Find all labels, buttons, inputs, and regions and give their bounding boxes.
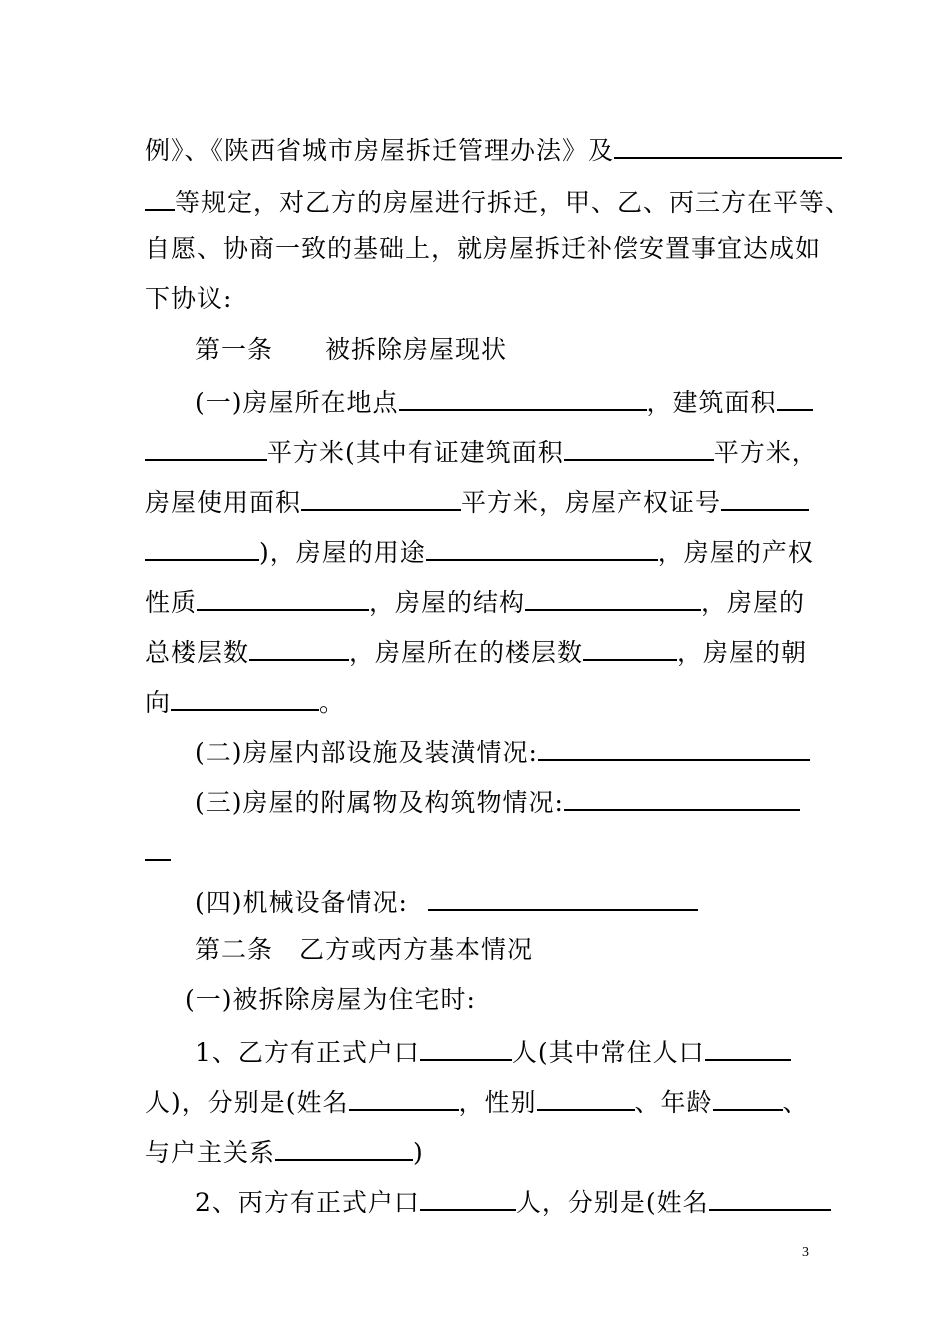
blank-line (426, 533, 658, 561)
text-segment: (一)被拆除房屋为住宅时: (185, 985, 476, 1014)
blank-line (525, 583, 701, 611)
article-title: 乙方或丙方基本情况 (299, 935, 534, 964)
text-segment: 人)，分别是(姓名 (145, 1088, 349, 1117)
text-line-8 (145, 483, 809, 517)
text-segment: ，房屋的产权 (657, 538, 814, 567)
text-segment: ，房屋的 (701, 588, 806, 617)
blank-line (428, 883, 698, 911)
article-1-heading (195, 333, 507, 367)
blank-line (777, 383, 813, 411)
blank-line (564, 783, 800, 811)
text-segment: ，房屋的结构 (369, 588, 526, 617)
text-segment: 。 (319, 688, 346, 717)
text-segment: 向 (145, 688, 172, 717)
blank-line (537, 1083, 635, 1111)
text-segment: 平方米， (713, 438, 818, 467)
blank-line (275, 1133, 413, 1161)
text-segment: 平方米(其中有证建筑面积 (267, 438, 564, 467)
text-segment: 总楼层数 (145, 638, 250, 667)
blank-line (145, 433, 267, 461)
blank-line (249, 633, 349, 661)
text-line-15 (145, 833, 171, 867)
text-line-20 (145, 1083, 809, 1117)
text-segment: (四)机械设备情况: (195, 888, 408, 917)
page-number: 3 (802, 1245, 809, 1260)
text-segment: (二)房屋内部设施及装潢情况: (195, 738, 538, 767)
blank-line (145, 183, 175, 211)
text-line-4 (145, 282, 232, 316)
blank-line (145, 833, 171, 861)
blank-line (713, 1083, 783, 1111)
blank-line (171, 683, 319, 711)
text-segment: 例》、《陕西省城市房屋拆迁管理办法》及 (145, 136, 615, 165)
blank-line (614, 131, 842, 159)
text-line-18 (185, 983, 476, 1017)
text-segment: ，房屋的朝 (677, 638, 808, 667)
text-segment: 2、丙方有正式户口 (195, 1188, 420, 1217)
article-title: 被拆除房屋现状 (325, 335, 508, 364)
text-segment: 、年龄 (634, 1088, 713, 1117)
text-segment: ，建筑面积 (646, 388, 777, 417)
blank-line (705, 1033, 791, 1061)
text-line-13 (195, 733, 810, 767)
text-segment: ) (413, 1138, 424, 1167)
blank-line (564, 433, 714, 461)
text-segment: 与户主关系 (145, 1138, 276, 1167)
blank-line (420, 1033, 512, 1061)
text-segment: (一)房屋所在地点 (195, 388, 399, 417)
text-line-22 (195, 1183, 831, 1217)
text-segment: (三)房屋的附属物及构筑物情况: (195, 788, 564, 817)
blank-line (145, 533, 259, 561)
text-segment: 1、乙方有正式户口 (195, 1038, 420, 1067)
blank-line (349, 1083, 459, 1111)
text-segment: ，房屋所在的楼层数 (349, 638, 584, 667)
text-segment: ，性别 (458, 1088, 537, 1117)
article-number: 第二条 (195, 935, 274, 964)
text-line-7 (145, 433, 818, 467)
text-line-19 (195, 1033, 791, 1067)
text-segment: 等规定，对乙方的房屋进行拆迁，甲、乙、丙三方在平等、 (175, 188, 852, 217)
text-line-10 (145, 583, 805, 617)
blank-line (301, 483, 461, 511)
text-segment: 、 (782, 1088, 809, 1117)
text-line-14 (195, 783, 800, 817)
text-segment: 人(其中常住人口 (511, 1038, 705, 1067)
text-segment: 房屋使用面积 (145, 488, 302, 517)
text-segment: 下协议: (145, 284, 233, 313)
article-number: 第一条 (195, 335, 274, 364)
text-segment: 性质 (145, 588, 198, 617)
blank-line (420, 1183, 516, 1211)
text-line-9 (145, 533, 814, 567)
blank-line (709, 1183, 831, 1211)
text-segment: 自愿、协商一致的基础上，就房屋拆迁补偿安置事宜达成如 (145, 234, 822, 263)
text-line-1 (145, 131, 842, 165)
text-segment: 人，分别是(姓名 (515, 1188, 709, 1217)
blank-line (721, 483, 809, 511)
blank-line (399, 383, 647, 411)
text-line-21 (145, 1133, 424, 1167)
blank-line (538, 733, 810, 761)
text-line-6 (195, 383, 813, 417)
text-line-11 (145, 633, 807, 667)
blank-line (197, 583, 369, 611)
text-line-3 (145, 232, 821, 266)
text-segment: )，房屋的用途 (259, 538, 426, 567)
article-2-heading (195, 933, 533, 967)
text-line-16 (195, 883, 698, 917)
text-line-2 (145, 183, 851, 217)
blank-line (583, 633, 677, 661)
text-segment: 平方米，房屋产权证号 (461, 488, 722, 517)
text-line-12 (145, 683, 345, 717)
